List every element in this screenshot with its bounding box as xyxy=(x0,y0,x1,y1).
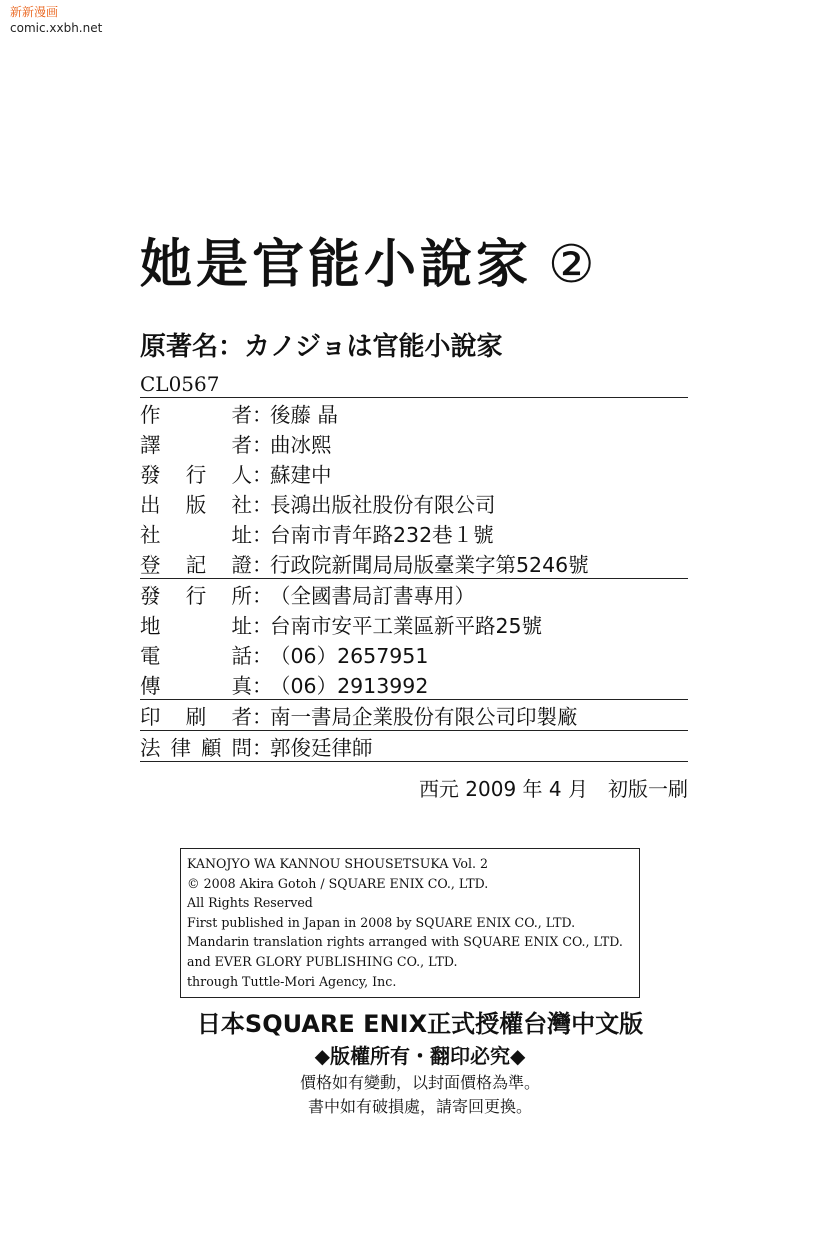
info-separator: ： xyxy=(252,553,273,577)
info-value: （06）2913992 xyxy=(270,674,429,698)
copyright-line: Mandarin translation rights arranged with SQUARE ENIX CO., LTD. xyxy=(187,934,623,950)
volume-number: ② xyxy=(548,235,599,295)
original-title: 原著名：カノジョは官能小說家 xyxy=(140,332,503,362)
book-title-text: 她是官能小說家 xyxy=(140,235,533,295)
copyright-box xyxy=(180,848,640,998)
info-row xyxy=(140,639,688,669)
info-row xyxy=(140,609,688,639)
info-separator: ： xyxy=(252,403,273,427)
info-separator: ： xyxy=(252,705,273,729)
info-separator: ： xyxy=(252,644,273,668)
price-note: 價格如有變動，以封面價格為準。 xyxy=(299,1073,540,1092)
info-row xyxy=(140,578,688,609)
info-label: 法 律 顧 問 xyxy=(140,736,252,760)
info-row xyxy=(140,669,688,699)
info-label: 登 記 證 xyxy=(140,553,252,577)
info-row xyxy=(140,488,688,518)
rights-notice: ◆版權所有・翻印必究◆ xyxy=(314,1044,526,1068)
info-row xyxy=(140,730,688,761)
info-separator: ： xyxy=(252,463,273,487)
info-separator: ： xyxy=(252,736,273,760)
watermark xyxy=(10,4,102,36)
info-label: 傳 真 xyxy=(140,674,252,698)
info-label: 出 版 社 xyxy=(140,493,252,517)
info-value: 蘇建中 xyxy=(270,463,332,487)
book-title xyxy=(140,222,700,297)
info-label: 譯 者 xyxy=(140,433,252,457)
info-separator: ： xyxy=(252,584,273,608)
info-row xyxy=(140,428,688,458)
info-value: 南一書局企業股份有限公司印製廠 xyxy=(270,705,578,729)
info-separator: ： xyxy=(252,493,273,517)
watermark-brand: 新新漫画 xyxy=(10,5,59,19)
info-label: 社 址 xyxy=(140,523,252,547)
info-bottom-rule xyxy=(140,761,688,762)
copyright-line: All Rights Reserved xyxy=(187,895,313,911)
info-row xyxy=(140,397,688,428)
info-label: 電 話 xyxy=(140,644,252,668)
damage-note: 書中如有破損處，請寄回更換。 xyxy=(307,1097,532,1116)
info-label: 作 者 xyxy=(140,403,252,427)
copyright-line: © 2008 Akira Gotoh / SQUARE ENIX CO., LTD. xyxy=(187,875,489,891)
info-label: 發 行 所 xyxy=(140,584,252,608)
publication-info xyxy=(140,397,688,762)
info-separator: ： xyxy=(252,614,273,638)
authorization-statement: 日本SQUARE ENIX正式授權台灣中文版 xyxy=(196,1010,644,1038)
info-label: 印 刷 者 xyxy=(140,705,252,729)
info-value: 郭俊廷律師 xyxy=(270,736,373,760)
publication-date: 西元 2009 年 4 月 初版一刷 xyxy=(418,777,688,801)
info-label: 發 行 人 xyxy=(140,463,252,487)
info-row xyxy=(140,518,688,548)
catalog-code: CL0567 xyxy=(140,372,220,396)
info-row xyxy=(140,699,688,730)
copyright-line: through Tuttle-Mori Agency, Inc. xyxy=(187,973,397,989)
info-value: （全國書局訂書專用） xyxy=(270,584,475,608)
info-separator: ： xyxy=(252,433,273,457)
info-value: （06）2657951 xyxy=(270,644,429,668)
watermark-url: comic.xxbh.net xyxy=(10,21,103,35)
info-value: 行政院新聞局局版臺業字第5246號 xyxy=(270,553,589,577)
copyright-line: First published in Japan in 2008 by SQUARE ENIX CO., LTD. xyxy=(187,914,576,930)
info-separator: ： xyxy=(252,674,273,698)
info-value: 曲冰熙 xyxy=(270,433,332,457)
info-row xyxy=(140,458,688,488)
info-value: 長鴻出版社股份有限公司 xyxy=(270,493,496,517)
info-value: 台南市青年路232巷１號 xyxy=(270,523,494,547)
info-value: 台南市安平工業區新平路25號 xyxy=(270,614,543,638)
copyright-line: and EVER GLORY PUBLISHING CO., LTD. xyxy=(187,953,458,969)
info-label: 地 址 xyxy=(140,614,252,638)
info-row xyxy=(140,548,688,578)
info-value: 後藤 晶 xyxy=(270,403,339,427)
info-separator: ： xyxy=(252,523,273,547)
copyright-line: KANOJYO WA KANNOU SHOUSETSUKA Vol. 2 xyxy=(187,856,488,871)
